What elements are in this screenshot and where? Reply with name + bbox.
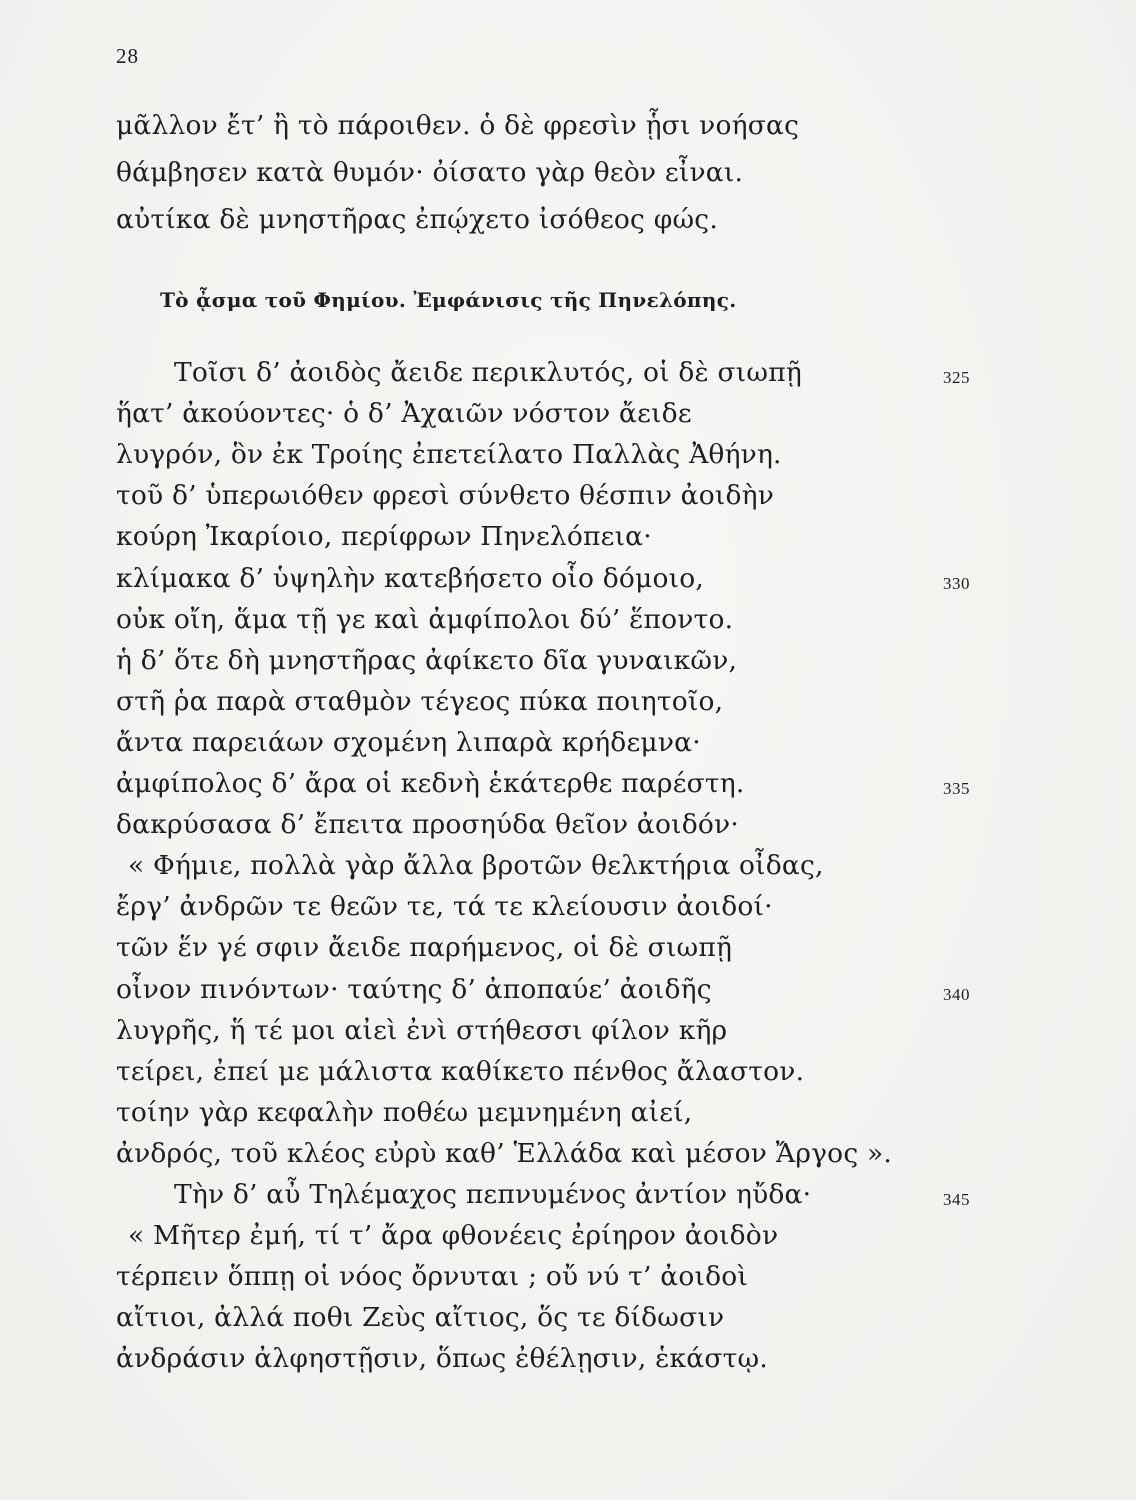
verse-line: λυγρῆς, ἥ τέ μοι αἰεὶ ἐνὶ στήθεσσι φίλον κῆρ [116, 1015, 728, 1046]
section-heading: Τὸ ᾆσμα τοῦ Φημίου. Ἐμφάνισις τῆς Πηνελόπης. [160, 288, 737, 312]
verse-line: ἀμφίπολος δ’ ἄρα οἱ κεδνὴ ἑκάτερθε παρέστη. [116, 768, 745, 799]
verse-line: κλίμακα δ’ ὑψηλὴν κατεβήσετο οἷο δόμοιο, [116, 563, 704, 594]
verse-line: Τὴν δ’ αὖ Τηλέμαχος πεπνυμένος ἀντίον ηὔδα· [174, 1179, 812, 1210]
line-number: 345 [943, 1190, 970, 1209]
verse-line: στῆ ῥα παρὰ σταθμὸν τέγεος πύκα ποιητοῖο, [116, 686, 724, 717]
verse-line: μᾶλλον ἔτ’ ἢ τὸ πάροιθεν. ὁ δὲ φρεσὶν ᾗσι νοήσας [116, 110, 800, 141]
verse-line: τοῦ δ’ ὑπερωιόθεν φρεσὶ σύνθετο θέσπιν ἀοιδὴν [116, 480, 775, 511]
verse-line: τείρει, ἐπεί με μάλιστα καθίκετο πένθος ἄλαστον. [116, 1056, 805, 1087]
verse-line: Τοῖσι δ’ ἀοιδὸς ἄειδε περικλυτός, οἱ δὲ σιωπῇ [174, 357, 802, 388]
verse-line: οἶνον πινόντων· ταύτης δ’ ἀποπαύε’ ἀοιδῆς [116, 974, 712, 1005]
verse-line: ἡ δ’ ὅτε δὴ μνηστῆρας ἀφίκετο δῖα γυναικῶν, [116, 645, 738, 676]
verse-line: αἴτιοι, ἀλλά ποθι Ζεὺς αἴτιος, ὅς τε δίδωσιν [116, 1302, 725, 1333]
line-number: 325 [943, 368, 970, 387]
verse-line: ἄντα παρειάων σχομένη λιπαρὰ κρήδεμνα· [116, 727, 701, 758]
verse-line: αὐτίκα δὲ μνηστῆρας ἐπῴχετο ἰσόθεος φώς. [116, 204, 718, 235]
verse-line: ἔργ’ ἀνδρῶν τε θεῶν τε, τά τε κλείουσιν ἀοιδοί· [116, 891, 773, 922]
page-number: 28 [116, 44, 139, 68]
verse-line: « Μῆτερ ἐμή, τί τ’ ἄρα φθονέεις ἐρίηρον ἀοιδὸν [128, 1220, 779, 1251]
verse-line: τοίην γὰρ κεφαλὴν ποθέω μεμνημένη αἰεί, [116, 1097, 693, 1128]
verse-line: θάμβησεν κατὰ θυμόν· ὀίσατο γὰρ θεὸν εἶναι. [116, 157, 744, 188]
verse-line: ἥατ’ ἀκούοντες· ὁ δ’ Ἀχαιῶν νόστον ἄειδε [116, 398, 692, 429]
verse-line: ἀνδράσιν ἀλφηστῇσιν, ὅπως ἐθέλῃσιν, ἑκάστῳ. [116, 1343, 768, 1374]
line-number: 330 [943, 574, 970, 593]
verse-line: τῶν ἕν γέ σφιν ἄειδε παρήμενος, οἱ δὲ σιωπῇ [116, 932, 733, 963]
verse-line: λυγρόν, ὃν ἐκ Τροίης ἐπετείλατο Παλλὰς Ἀθήνη. [116, 439, 782, 470]
verse-line: οὐκ οἴη, ἅμα τῇ γε καὶ ἀμφίπολοι δύ’ ἕποντο. [116, 604, 734, 635]
verse-line: « Φήμιε, πολλὰ γὰρ ἄλλα βροτῶν θελκτήρια οἶδας, [128, 850, 824, 881]
verse-line: ἀνδρός, τοῦ κλέος εὐρὺ καθ’ Ἑλλάδα καὶ μέσον Ἄργος ». [116, 1138, 893, 1169]
line-number: 340 [943, 985, 970, 1004]
verse-line: κούρη Ἰκαρίοιο, περίφρων Πηνελόπεια· [116, 521, 652, 552]
verse-line: δακρύσασα δ’ ἔπειτα προσηύδα θεῖον ἀοιδόν· [116, 809, 739, 840]
verse-line: τέρπειν ὅππῃ οἱ νόος ὄρνυται ; οὔ νύ τ’ ἀοιδοὶ [116, 1261, 749, 1292]
line-number: 335 [943, 779, 970, 798]
